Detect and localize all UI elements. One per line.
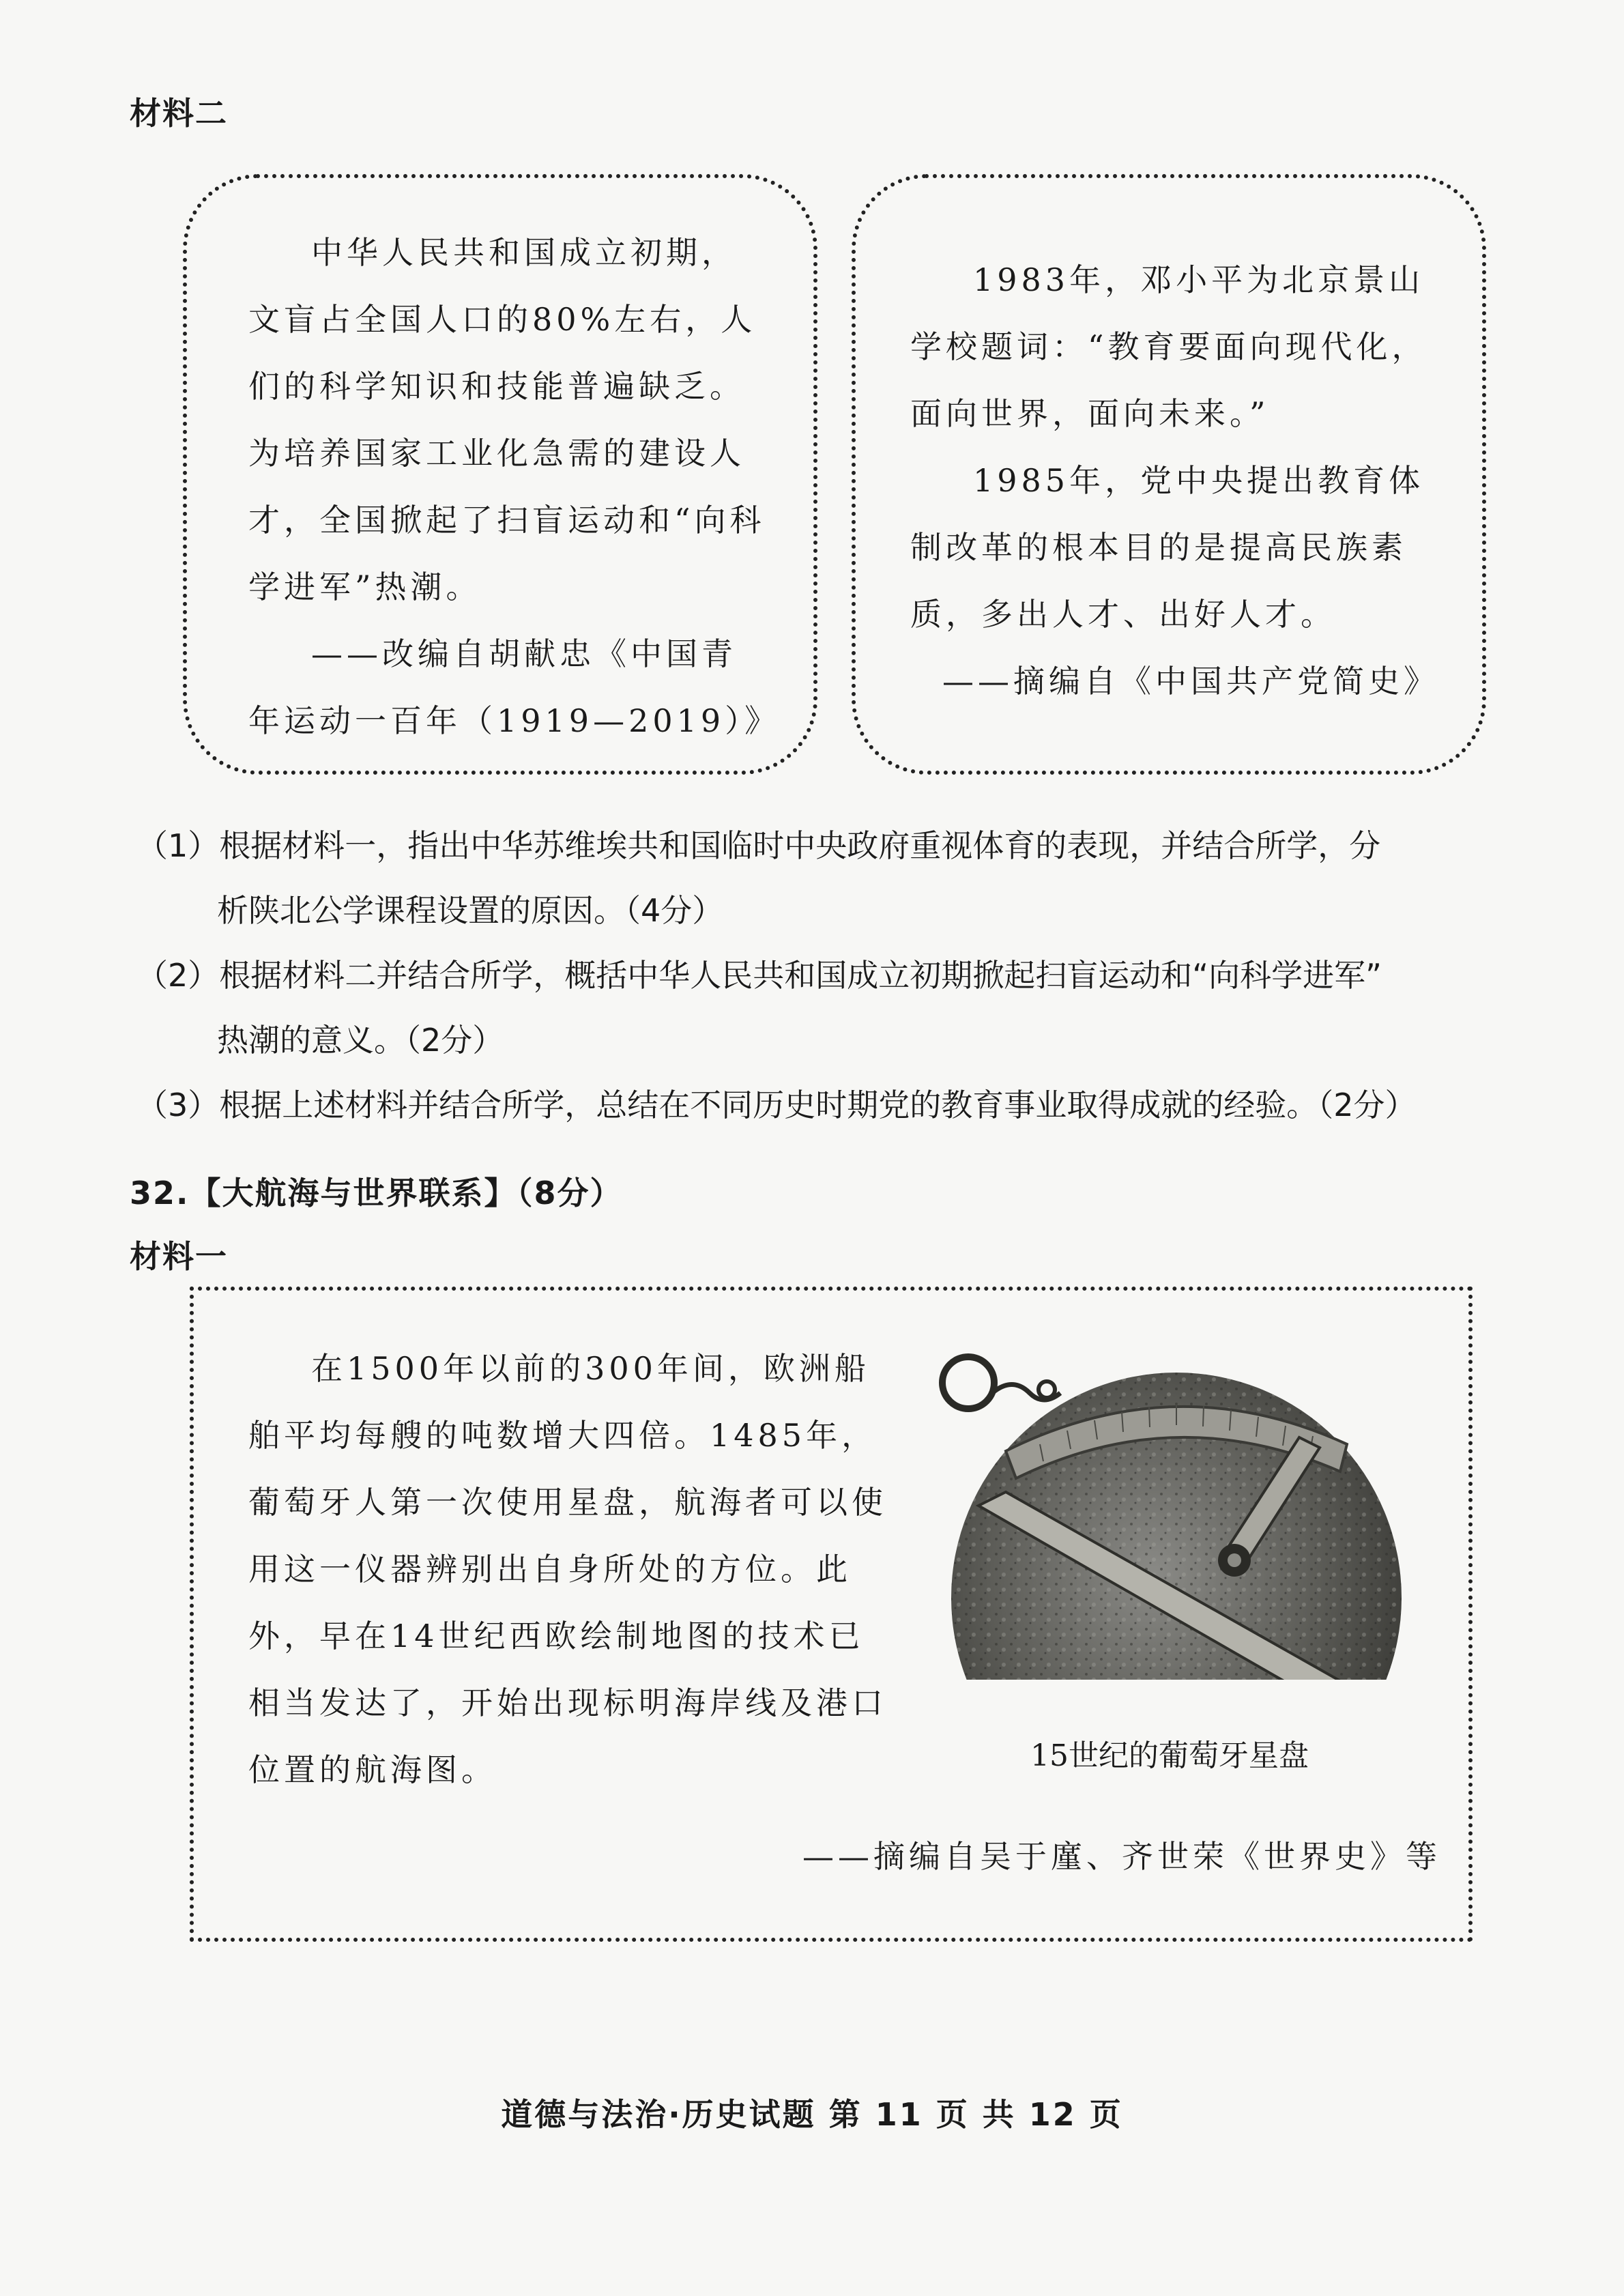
material2-label: 材料二: [130, 95, 228, 132]
material2-left-source: ——改编自胡献忠《中国青年运动一百年（1919—2019）》: [248, 635, 781, 739]
question-list: [136, 814, 1515, 1138]
q32-material-label: 材料一: [130, 1238, 228, 1275]
q32-material-box: [190, 1287, 1473, 1942]
q32-paragraph: 在1500年以前的300年间，欧洲船舶平均每艘的吨数增大四倍。1485年，葡萄牙人第一次使用星盘，航海者可以使用这一仪器辨别出自身所处的方位。此外，早在14世纪西欧绘制地图的技术已相当发达了，开始出现标明海岸线及港口位置的航海图。: [248, 1350, 887, 1788]
astrolabe-caption: 15世纪的葡萄牙星盘: [1030, 1738, 1309, 1773]
question-3-line1: （3）根据上述材料并结合所学，总结在不同历史时期党的教育事业取得成就的经验。（2分）: [136, 1087, 1417, 1123]
question-2-line2: 热潮的意义。（2分）: [217, 1022, 504, 1059]
question-1-line1: （1）根据材料一，指出中华苏维埃共和国临时中央政府重视体育的表现，并结合所学，分: [136, 827, 1381, 864]
q32-source: ——摘编自吴于廑、齐世荣《世界史》等: [802, 1838, 1441, 1875]
question-2-line1: （2）根据材料二并结合所学，概括中华人民共和国成立初期掀起扫盲运动和“向科学进军”: [136, 957, 1382, 994]
material2-right-source: ——摘编自《中国共产党简史》: [942, 663, 1439, 700]
astrolabe-image: [903, 1325, 1436, 1721]
material2-right-box: [852, 174, 1486, 775]
material2-left-box: [183, 174, 817, 775]
material2-right-paragraph1: 1983年，邓小平为北京景山学校题词：“教育要面向现代化，面向世界，面向未来。”: [910, 261, 1427, 432]
material2-right-paragraph2: 1985年，党中央提出教育体制改革的根本目的是提高民族素质，多出人才、出好人才。: [910, 462, 1425, 633]
page-footer: 道德与法治·历史试题 第 11 页 共 12 页: [501, 2096, 1123, 2133]
question-1: [136, 814, 1515, 943]
question-1-line2: 析陕北公学课程设置的原因。（4分）: [217, 892, 724, 929]
material2-left-paragraph: 中华人民共和国成立初期，文盲占全国人口的80%左右，人们的科学知识和技能普遍缺乏。为培养国家工业化急需的建设人才，全国掀起了扫盲运动和“向科学进军”热潮。: [248, 234, 766, 605]
question-2: [136, 943, 1515, 1073]
question-3: [136, 1073, 1515, 1138]
q32-title: 32.【大航海与世界联系】（8分）: [130, 1175, 623, 1211]
